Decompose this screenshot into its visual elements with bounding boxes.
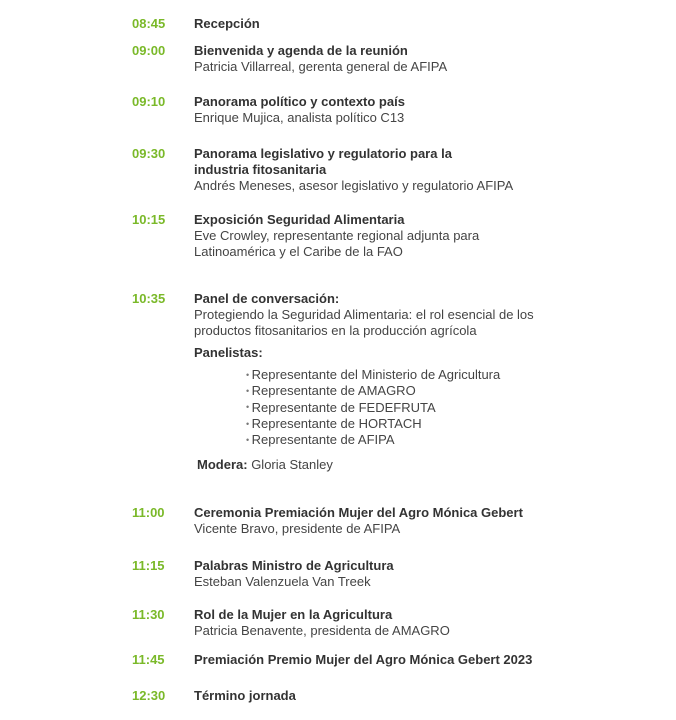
agenda-time: 11:15 xyxy=(132,558,165,573)
panelist-item: • Representante de FEDEFRUTA xyxy=(246,400,569,416)
agenda-time: 09:10 xyxy=(132,94,166,109)
agenda-speaker: Patricia Benavente, presidenta de AMAGRO xyxy=(194,623,450,638)
agenda-time: 11:45 xyxy=(132,652,165,667)
agenda-time: 08:45 xyxy=(132,16,166,31)
agenda-title: Premiación Premio Mujer del Agro Mónica Gebert 2023 xyxy=(194,652,533,667)
panelists-label: Panelistas: xyxy=(194,345,263,360)
panelist-item: • Representante de HORTACH xyxy=(246,416,569,432)
panel-topic: Protegiendo la Seguridad Alimentaria: el rol esencial de los productos fitosanitarios en la producción agrícola xyxy=(194,307,534,338)
agenda-time: 12:30 xyxy=(132,688,166,703)
agenda-speaker: Esteban Valenzuela Van Treek xyxy=(194,574,371,589)
agenda-speaker: Enrique Mujica, analista político C13 xyxy=(194,110,405,125)
agenda-time: 10:15 xyxy=(132,212,166,227)
moderator xyxy=(197,457,569,473)
agenda-time: 11:00 xyxy=(132,505,165,520)
agenda-time: 09:30 xyxy=(132,146,166,161)
panelist-item: • Representante de AFIPA xyxy=(246,432,569,448)
agenda-title: Panel de conversación: xyxy=(194,291,340,306)
agenda-title: Recepción xyxy=(194,16,260,31)
agenda-title: Palabras Ministro de Agricultura xyxy=(194,558,394,573)
agenda-speaker: Eve Crowley, representante regional adjunta para Latinoamérica y el Caribe de la FAO xyxy=(194,228,480,259)
agenda-time: 10:35 xyxy=(132,291,166,306)
agenda-time: 11:30 xyxy=(132,607,165,622)
agenda-title: Bienvenida y agenda de la reunión xyxy=(194,43,408,58)
agenda-title: Término jornada xyxy=(194,688,296,703)
agenda-speaker: Andrés Meneses, asesor legislativo y regulatorio AFIPA xyxy=(194,178,514,193)
agenda-title: Panorama político y contexto país xyxy=(194,94,405,109)
panelists-list xyxy=(246,367,569,449)
agenda-time: 09:00 xyxy=(132,43,166,58)
panelist-item: • Representante del Ministerio de Agricultura xyxy=(246,367,569,383)
agenda-title: Ceremonia Premiación Mujer del Agro Mónica Gebert xyxy=(194,505,523,520)
agenda-title: Rol de la Mujer en la Agricultura xyxy=(194,607,393,622)
agenda-title: Exposición Seguridad Alimentaria xyxy=(194,212,405,227)
agenda-speaker: Patricia Villarreal, gerenta general de AFIPA xyxy=(194,59,448,74)
agenda-title: Panorama legislativo y regulatorio para la industria fitosanitaria xyxy=(194,146,452,177)
agenda-speaker: Vicente Bravo, presidente de AFIPA xyxy=(194,521,401,536)
moderator-label: Modera: xyxy=(197,456,248,472)
moderator-name: Gloria Stanley xyxy=(251,456,333,472)
panelist-item: • Representante de AMAGRO xyxy=(246,383,569,399)
